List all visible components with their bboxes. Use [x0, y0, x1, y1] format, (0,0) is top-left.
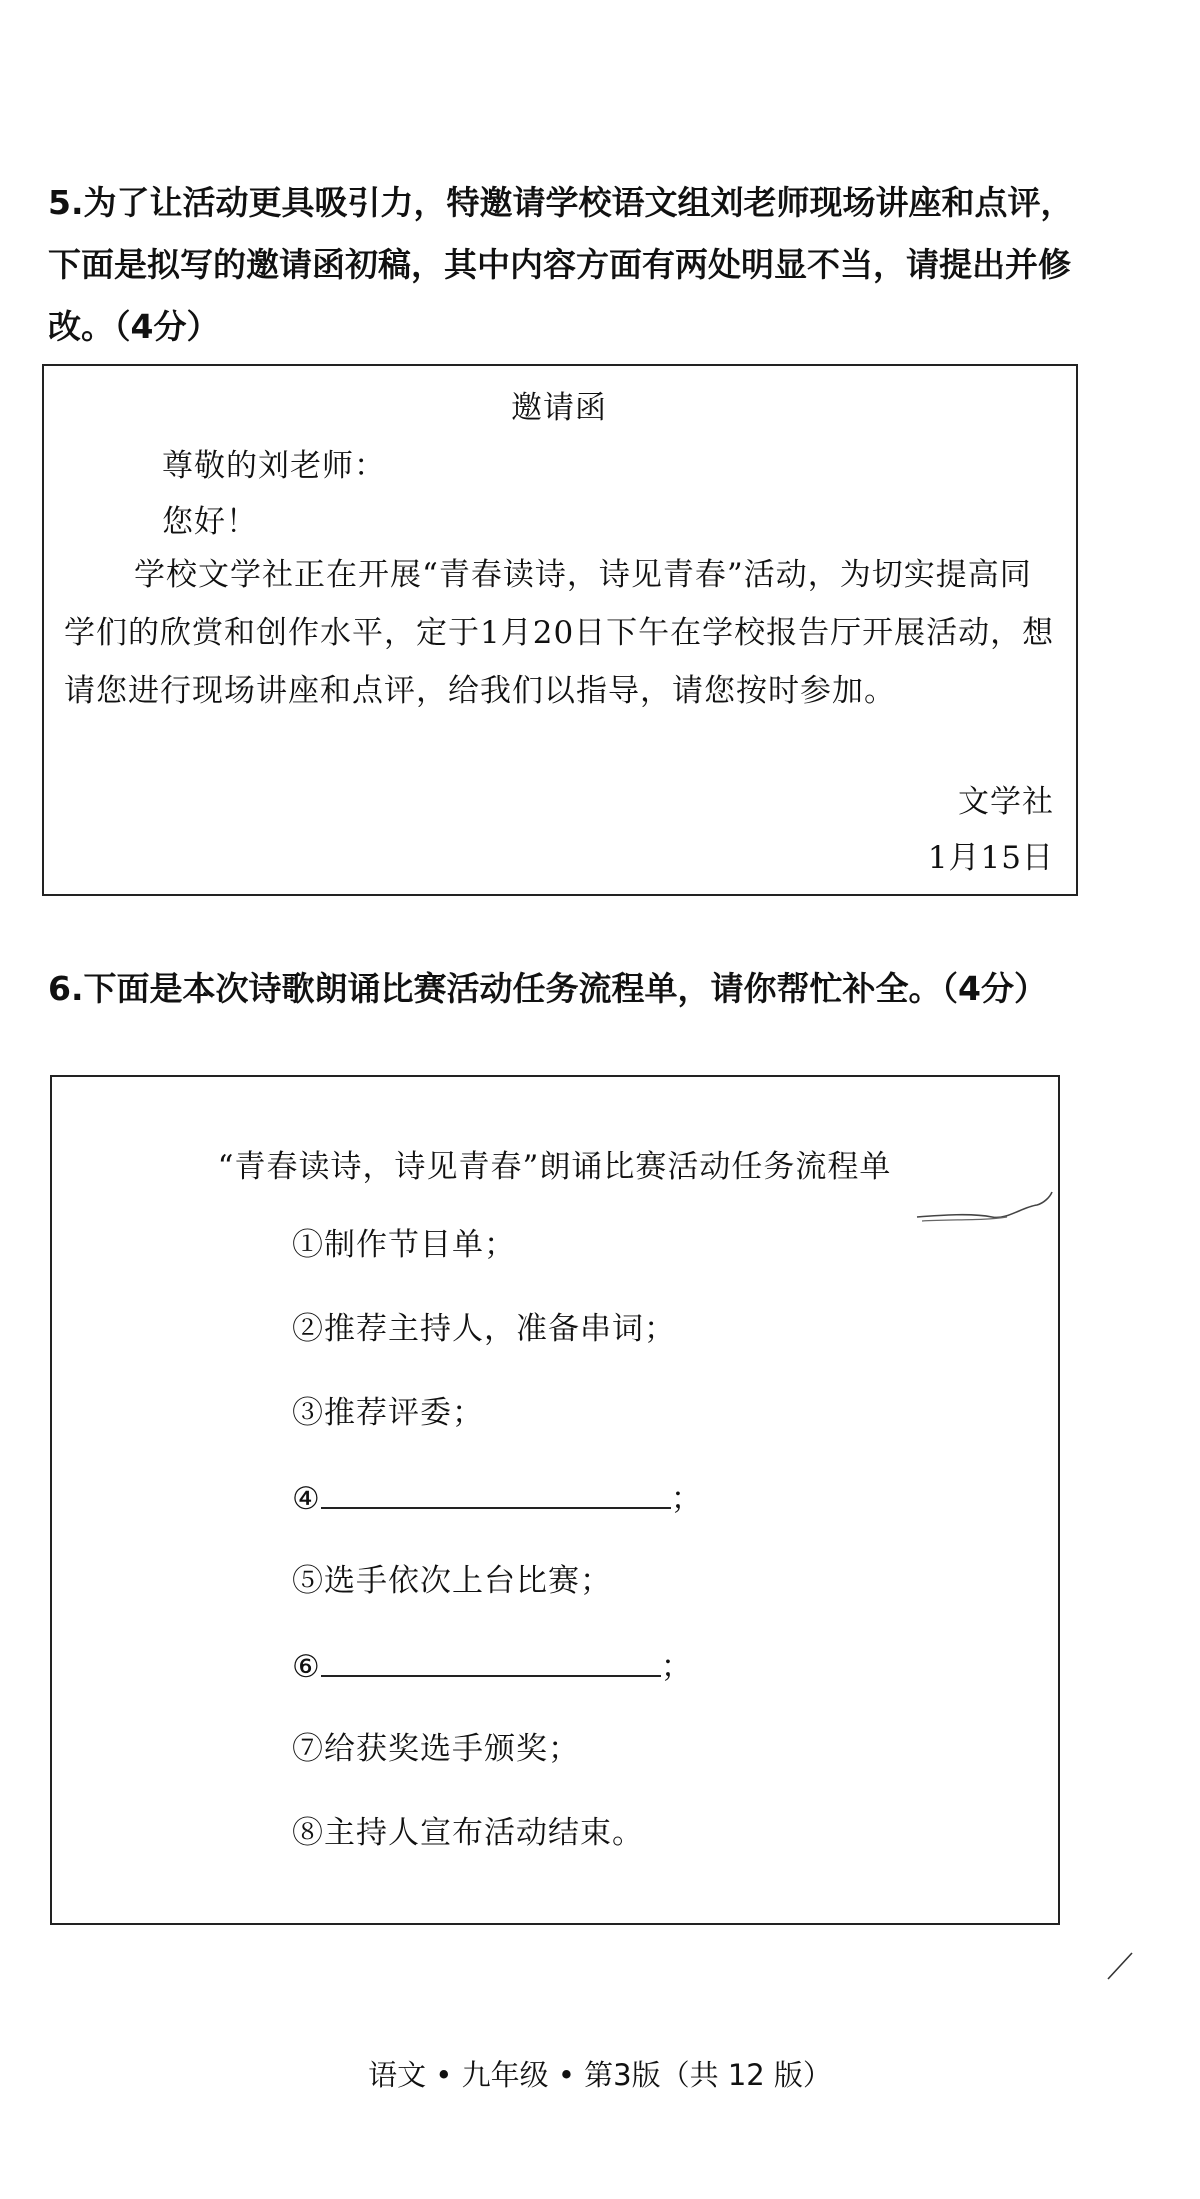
flow-list-box — [50, 1075, 1060, 1925]
invitation-letter-box — [42, 364, 1078, 896]
flow-step-4-blank[interactable] — [321, 1477, 671, 1509]
flow-step-6-end: ； — [660, 1649, 693, 1685]
stray-pencil-mark — [1100, 1945, 1140, 1985]
flow-step-5: ⑤选手依次上台比赛； — [292, 1563, 612, 1599]
invitation-date: 1月15日 — [927, 840, 1054, 876]
page-footer: 语文 • 九年级 • 第3版（共 12 版） — [368, 2058, 832, 2092]
flow-step-4 — [292, 1477, 703, 1519]
question-5-prompt: 5.为了让活动更具吸引力，特邀请学校语文组刘老师现场讲座和点评，下面是拟写的邀请函初稿，其中内容方面有两处明显不当，请提出并修改。（4分） — [48, 183, 1074, 346]
flow-step-6-blank[interactable] — [321, 1645, 661, 1677]
flow-step-6 — [292, 1645, 693, 1687]
flow-step-4-number: ④ — [292, 1481, 321, 1517]
pen-scribble-mark — [912, 1187, 1062, 1227]
flow-title: “青春读诗，诗见青春”朗诵比赛活动任务流程单 — [217, 1149, 892, 1185]
flow-step-4-end: ； — [670, 1481, 703, 1517]
flow-step-2: ②推荐主持人，准备串词； — [292, 1311, 676, 1347]
invitation-signature: 文学社 — [958, 784, 1054, 820]
invitation-greeting: 您好！ — [162, 504, 258, 540]
flow-step-3: ③推荐评委； — [292, 1395, 484, 1431]
flow-step-8: ⑧主持人宣布活动结束。 — [292, 1815, 644, 1851]
invitation-body: 学校文学社正在开展“青春读诗，诗见青春”活动，为切实提高同学们的欣赏和创作水平，定于1月20日下午在学校报告厅开展活动，想请您进行现场讲座和点评，给我们以指导，请您按时参加。 — [64, 557, 1055, 709]
flow-step-6-number: ⑥ — [292, 1649, 321, 1685]
flow-step-1: ①制作节目单； — [292, 1227, 516, 1263]
flow-step-7: ⑦给获奖选手颁奖； — [292, 1731, 580, 1767]
invitation-salutation: 尊敬的刘老师： — [162, 448, 386, 484]
question-6-prompt: 6.下面是本次诗歌朗诵比赛活动任务流程单，请你帮忙补全。（4分） — [48, 969, 1047, 1008]
invitation-title: 邀请函 — [511, 390, 607, 426]
